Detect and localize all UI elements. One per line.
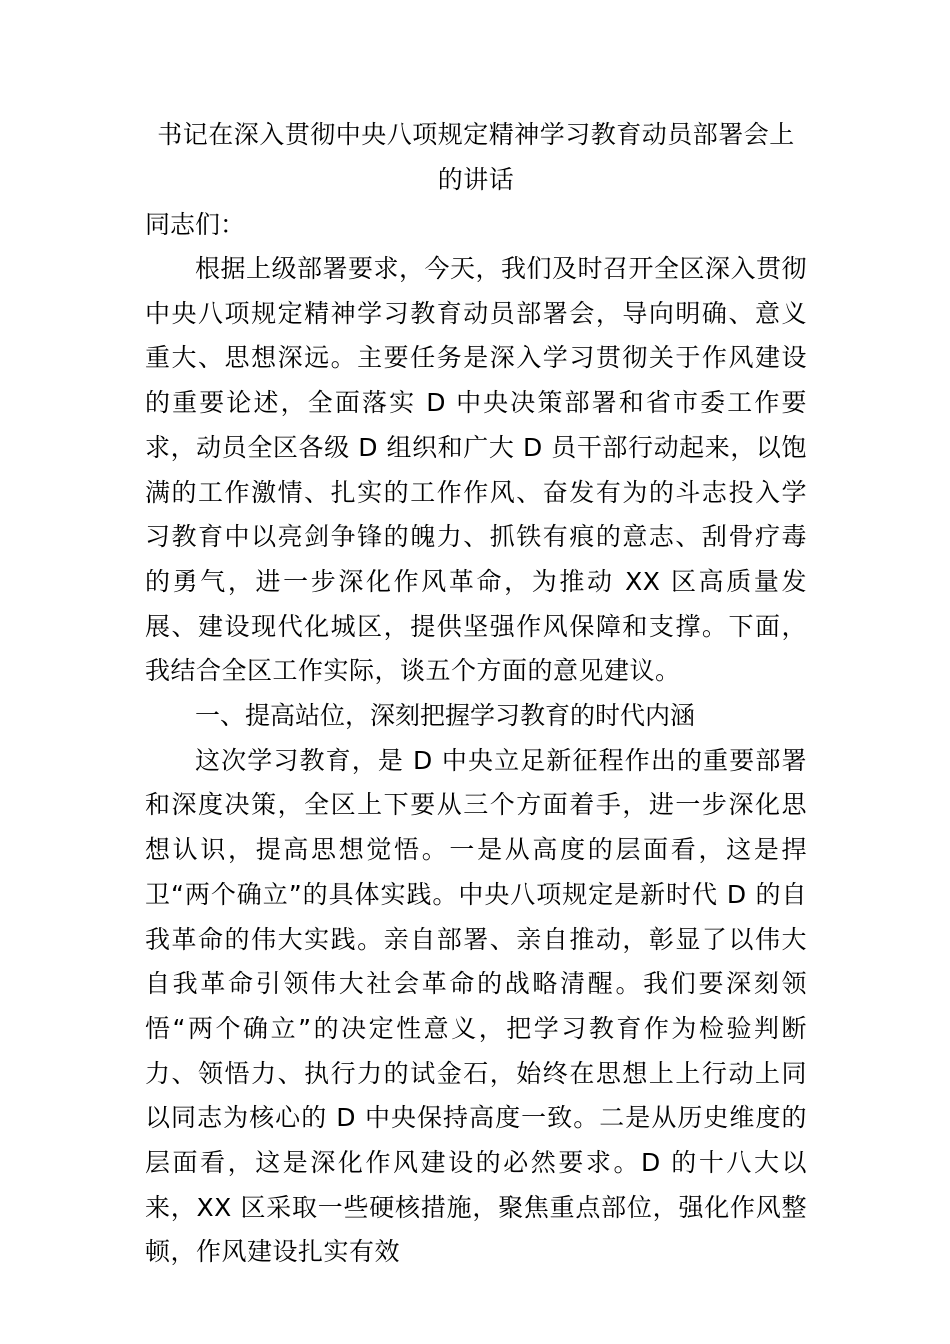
section-heading-1: 一、提高站位，深刻把握学习教育的时代内涵	[195, 701, 696, 731]
intro-paragraph: 根据上级部署要求，今天，我们及时召开全区深入贯彻中央八项规定精神学习教育动员部署会，导向明确、意义重大、思想深远。主要任务是深入学习贯彻关于作风建设的重要论述，全面落实 D 中央决策部署和省市委工作要求，动员全区各级 D 组织和广大 D 员干部行动起来，以饱满的工作激情、扎实的工作作风、奋发有为的斗志投入学习教育中以亮剑争锋的魄力、抓铁有痕的意志、刮骨疗毒的勇气，进一步深化作风革命，为推动 XX 区高质量发展、建设现代化城区，提供坚强作风保障和支撑。下面，我结合全区工作实际，谈五个方面的意见建议。	[145, 254, 808, 686]
document-title-line-1: 书记在深入贯彻中央八项规定精神学习教育动员部署会上	[157, 120, 795, 149]
salutation: 同志们：	[145, 210, 246, 239]
document-title-line-2: 的讲话	[437, 165, 515, 194]
section-1-paragraph: 这次学习教育，是 D 中央立足新征程作出的重要部署和深度决策，全区上下要从三个方面着手，进一步深化思想认识，提高思想觉悟。一是从高度的层面看，这是捍卫“两个确立”的具体实践。中央八项规定是新时代 D 的自我革命的伟大实践。亲自部署、亲自推动，彰显了以伟大自我革命引领伟大社会革命的战略清醒。我们要深刻领悟“两个确立”的决定性意义，把学习教育作为检验判断力、领悟力、执行力的试金石，始终在思想上上行动上同以同志为核心的 D 中央保持高度一致。二是从历史维度的层面看，这是深化作风建设的必然要求。D 的十八大以来，XX 区采取一些硬核措施，聚焦重点部位，强化作风整顿，作风建设扎实有效	[145, 745, 807, 1267]
document-page	[145, 112, 807, 1275]
